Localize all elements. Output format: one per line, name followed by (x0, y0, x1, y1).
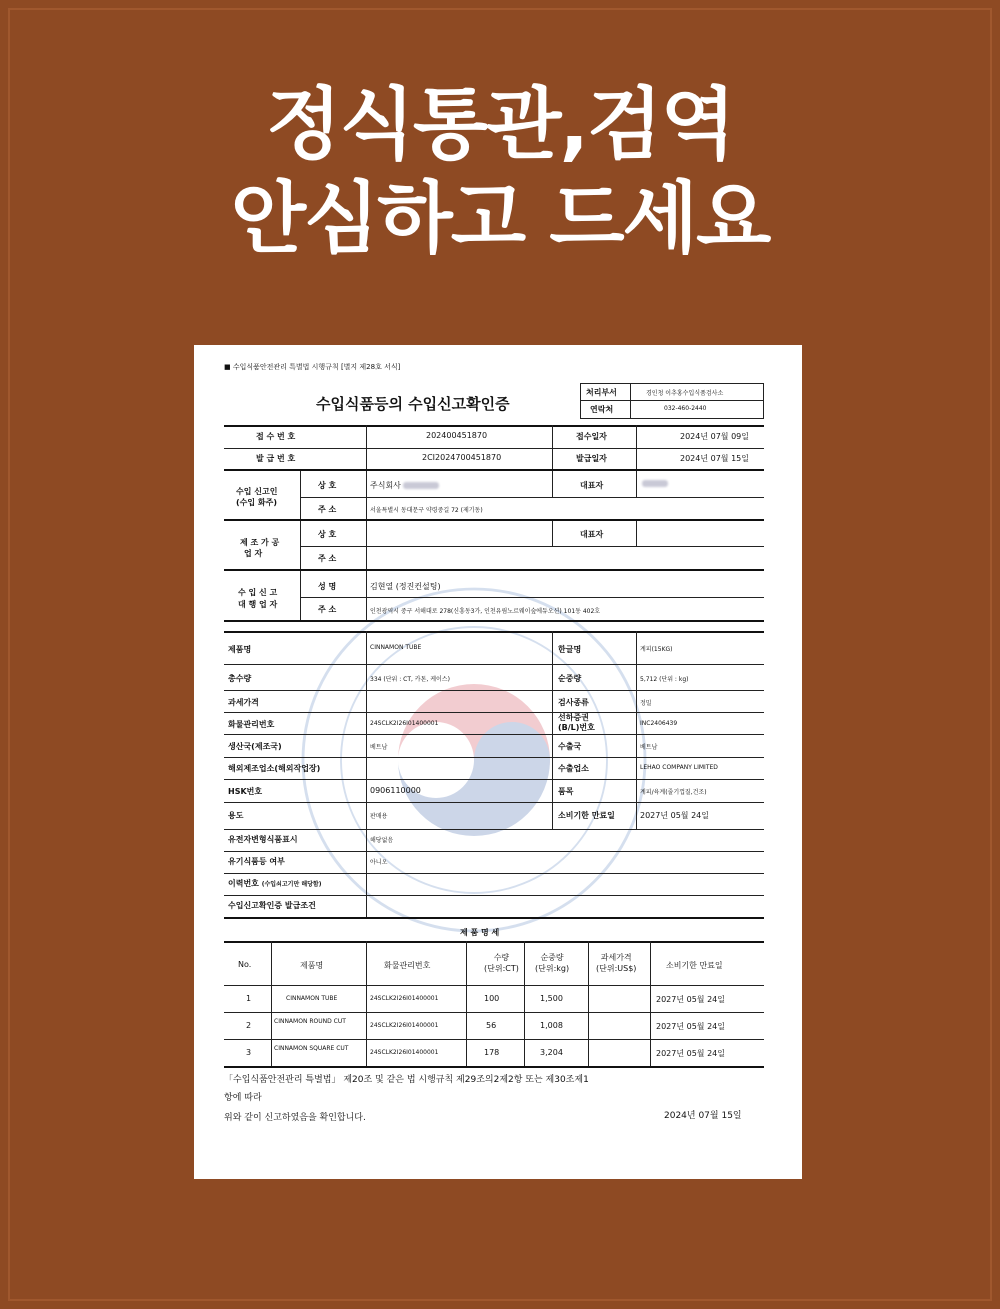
importer-label-2: (수입 화주) (236, 498, 278, 507)
document-title: 수입식품등의 수입신고확인증 (316, 395, 510, 413)
th-cargo-no: 화물관리번호 (384, 961, 431, 970)
row-label-bl-no: 선하증권 (B/L)번호 (558, 713, 595, 732)
row-value-export-country: 베트남 (640, 744, 658, 751)
rep-label: 대표자 (580, 481, 604, 490)
agent-name-label: 성 명 (318, 582, 337, 591)
receipt-date: 2024년 07월 09일 (680, 432, 749, 441)
product-1-name: CINNAMON TUBE (286, 995, 338, 1002)
headline-line-2: 안심하고 드세요 (230, 174, 770, 264)
contact-value: 032-460-2440 (664, 405, 707, 412)
receipt-no-label: 접 수 번 호 (256, 432, 296, 441)
product-3-qty: 178 (484, 1048, 500, 1057)
importer-label-1: 수입 신고인 (236, 487, 278, 496)
row-label-issue-conditions: 수입신고확인증 발급조건 (228, 901, 316, 910)
row-label-total-qty: 총수량 (228, 674, 252, 683)
row-label-exporter: 수출업소 (558, 764, 589, 773)
row-label-expiry: 소비기한 만료일 (558, 811, 615, 820)
import-certificate-document (194, 345, 802, 1179)
agent-name: 김현열 (정진컨설팅) (370, 582, 441, 591)
row-value-hsk: 0906110000 (370, 786, 421, 795)
th-net-weight: 순중량 (단위:kg) (535, 953, 570, 973)
footer-date: 2024년 07월 15일 (664, 1111, 742, 1121)
headline-line-1: 정식통관,검역 (266, 80, 734, 170)
row-value-bl-no: INC2406439 (640, 720, 678, 727)
row-value-cargo-no: 24SCLK2I26I01400001 (370, 720, 439, 727)
row-label-korean-name: 한글명 (558, 645, 582, 654)
product-3-name: CINNAMON SQUARE CUT (274, 1045, 349, 1052)
product-1-qty: 100 (484, 994, 500, 1003)
row-value-total-qty: 334 (단위 : CT, 카톤, 케이스) (370, 676, 450, 683)
importer-address: 서울특별시 동대문구 약령중길 72 (제기동) (370, 507, 483, 514)
product-1-cargo: 24SCLK2I26I01400001 (370, 995, 439, 1002)
row-label-net-weight: 순중량 (558, 674, 582, 683)
th-no: No. (238, 960, 252, 969)
row-label-organic: 유기식품등 여부 (228, 857, 285, 866)
row-label-trace-no: 이력번호 (수입쇠고기만 해당함) (228, 879, 322, 888)
agent-label-1: 수 입 신 고 (238, 588, 278, 597)
th-expiry: 소비기한 만료일 (666, 961, 723, 970)
row-label-foreign-maker: 해외제조업소(해외작업장) (228, 764, 321, 773)
row-value-korean-name: 계피(15KG) (640, 646, 673, 653)
agent-address: 인천광역시 중구 서해대로 278(신흥동3가, 인천유림노르웨이숲에듀오션) 101동 402호 (370, 608, 601, 615)
maker-address-label: 주 소 (318, 554, 337, 563)
row-label-gmo: 유전자변형식품표시 (228, 835, 298, 844)
product-2-expiry: 2027년 05월 24일 (656, 1022, 725, 1031)
office-label: 처리부서 (586, 388, 617, 397)
th-product-name: 제품명 (300, 961, 324, 970)
issue-date-label: 발급일자 (576, 454, 607, 463)
product-2-qty: 56 (486, 1021, 497, 1030)
ministry-seal-watermark (284, 570, 664, 950)
row-value-origin: 베트남 (370, 744, 388, 751)
product-section-title: 제 품 명 세 (460, 928, 500, 937)
th-quantity: 수량 (단위:CT) (484, 953, 519, 973)
address-label: 주 소 (318, 505, 337, 514)
product-1-no: 1 (246, 994, 252, 1003)
redacted-name (403, 482, 439, 489)
maker-label-2: 업 자 (244, 549, 263, 558)
receipt-date-label: 접수일자 (576, 432, 607, 441)
row-value-inspection-type: 정밀 (640, 700, 652, 707)
row-label-inspection-type: 검사종류 (558, 698, 589, 707)
product-3-expiry: 2027년 05월 24일 (656, 1049, 725, 1058)
issue-date: 2024년 07월 15일 (680, 454, 749, 463)
row-value-gmo: 해당없음 (370, 837, 394, 844)
issue-no-label: 발 급 번 호 (256, 454, 296, 463)
maker-rep-label: 대표자 (580, 530, 604, 539)
row-label-origin: 생산국(제조국) (228, 742, 282, 751)
row-label-cargo-no: 화물관리번호 (228, 720, 275, 729)
row-label-hsk: HSK번호 (228, 787, 263, 796)
product-2-name: CINNAMON ROUND CUT (274, 1018, 346, 1025)
product-3-cargo: 24SCLK2I26I01400001 (370, 1049, 439, 1056)
th-taxable-price: 과세가격 (단위:US$) (596, 953, 637, 973)
row-label-export-country: 수출국 (558, 742, 582, 751)
product-1-weight: 1,500 (540, 994, 563, 1003)
row-value-expiry: 2027년 05월 24일 (640, 811, 709, 820)
row-value-item: 계피/육계(줄기껍질,건조) (640, 789, 707, 796)
trade-name-label: 상 호 (318, 481, 337, 490)
agent-address-label: 주 소 (318, 605, 337, 614)
product-2-cargo: 24SCLK2I26I01400001 (370, 1022, 439, 1029)
row-value-exporter: LEHAO COMPANY LIMITED (640, 764, 718, 771)
receipt-no: 202400451870 (426, 431, 488, 440)
product-3-no: 3 (246, 1048, 252, 1057)
product-2-weight: 1,008 (540, 1021, 563, 1030)
importer-name: 주식회사 (370, 480, 439, 491)
row-label-use: 용도 (228, 811, 244, 820)
footer-confirmation: 위와 같이 신고하였음을 확인합니다. (224, 1113, 366, 1123)
row-value-product-name: CINNAMON TUBE (370, 644, 422, 651)
row-label-item: 품목 (558, 787, 574, 796)
row-value-use: 판매용 (370, 813, 388, 820)
agent-label-2: 대 행 업 자 (238, 600, 278, 609)
maker-trade-name-label: 상 호 (318, 530, 337, 539)
product-1-expiry: 2027년 05월 24일 (656, 995, 725, 1004)
row-value-organic: 아니오 (370, 859, 388, 866)
redacted-rep (642, 480, 668, 487)
issue-no: 2CI2024700451870 (422, 453, 502, 462)
row-value-net-weight: 5,712 (단위 : kg) (640, 676, 689, 683)
row-label-product-name: 제품명 (228, 645, 252, 654)
row-label-taxable-price: 과세가격 (228, 698, 259, 707)
form-reference: ■ 수입식품안전관리 특별법 시행규칙 [별지 제28호 서식] (224, 363, 401, 371)
office-value: 경인청 이추홍수입식품검사소 (646, 390, 724, 397)
footer-statute-line-2: 항에 따라 (224, 1093, 262, 1103)
product-3-weight: 3,204 (540, 1048, 563, 1057)
headline (0, 78, 1000, 266)
contact-label: 연락처 (590, 405, 614, 414)
product-2-no: 2 (246, 1021, 252, 1030)
maker-label-1: 제 조 가 공 (240, 538, 280, 547)
footer-statute-line: 「수입식품안전관리 특별법」 제20조 및 같은 법 시행규칙 제29조의2제2항 또는 제30조제1 (224, 1075, 589, 1085)
